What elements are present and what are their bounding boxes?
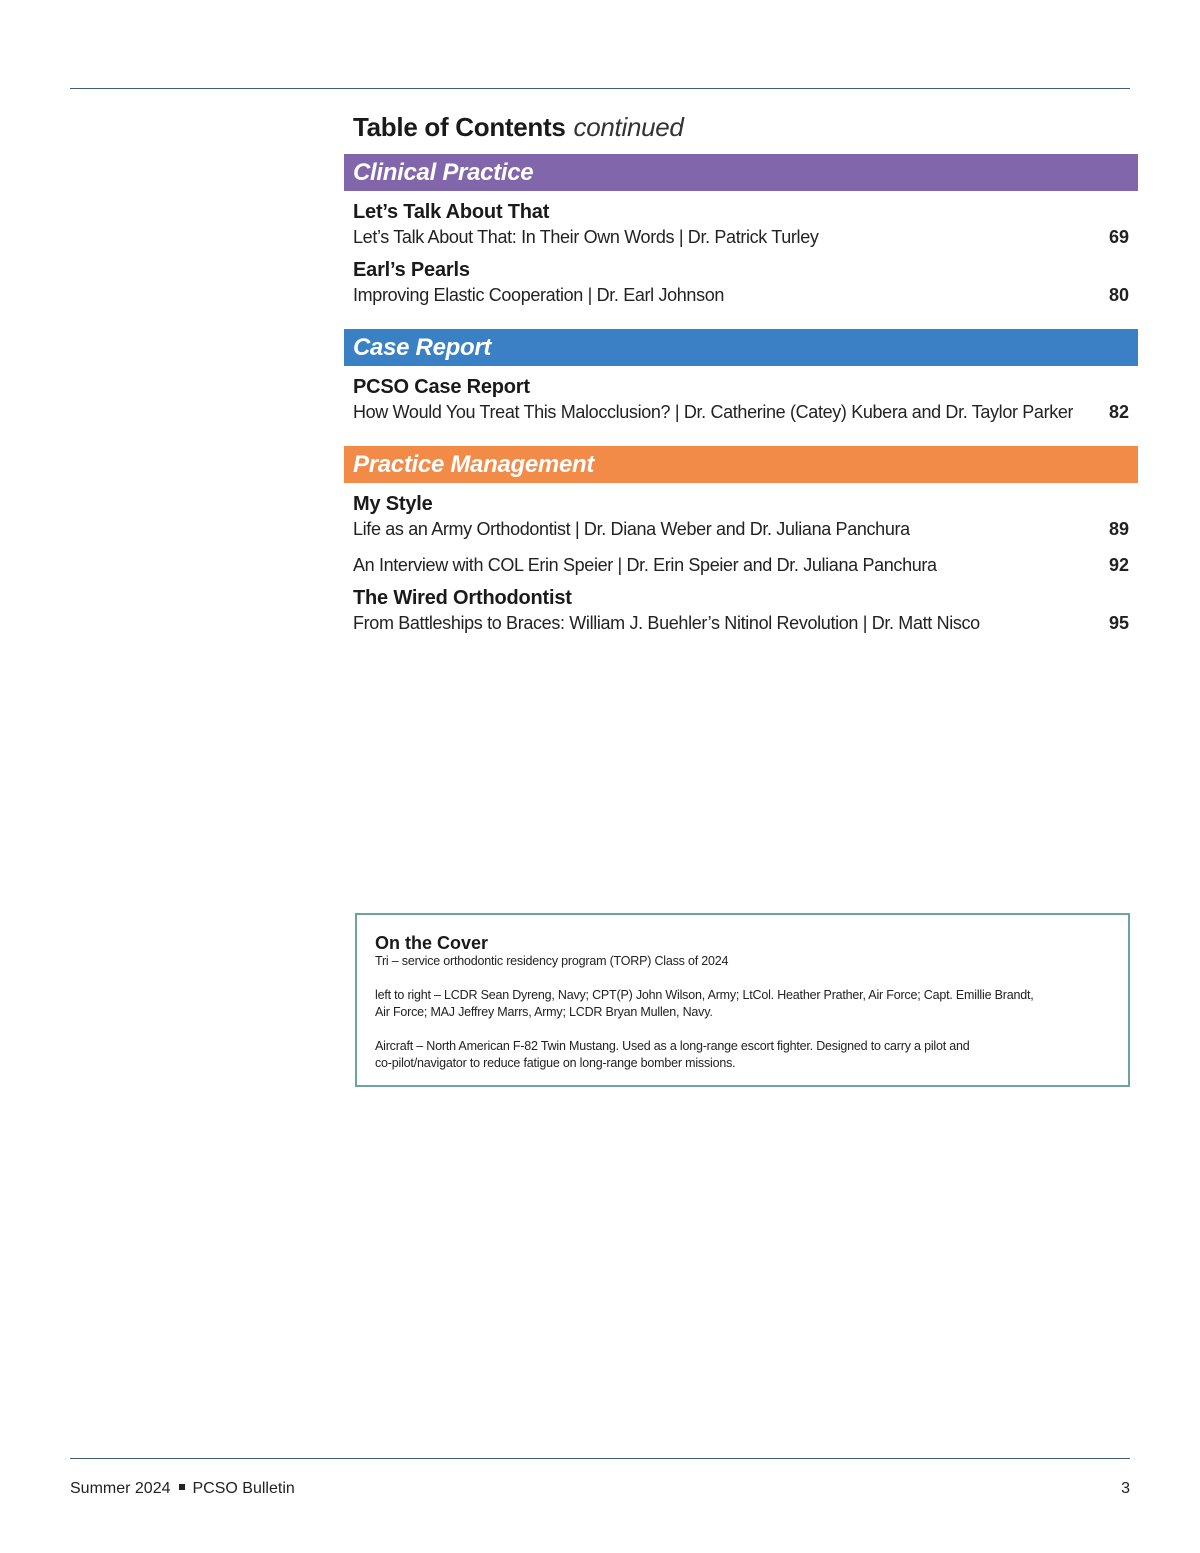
entry-page-number: 92 bbox=[1108, 555, 1129, 575]
bottom-rule bbox=[70, 1458, 1130, 1459]
section-bar-case-report: Case Report bbox=[344, 329, 1138, 366]
toc-entry[interactable] bbox=[353, 400, 1129, 424]
page-title-suffix: continued bbox=[573, 112, 684, 142]
toc-entry[interactable] bbox=[353, 283, 1129, 307]
page-title-text: Table of Contents bbox=[353, 112, 566, 142]
footer-issue: Summer 2024 bbox=[70, 1480, 171, 1497]
entry-text: Let’s Talk About That: In Their Own Words | Dr. Patrick Turley bbox=[353, 227, 819, 247]
top-rule bbox=[70, 88, 1130, 89]
group-title: Earl’s Pearls bbox=[353, 259, 470, 281]
toc-entry[interactable] bbox=[353, 517, 1129, 541]
section-bar-clinical-practice: Clinical Practice bbox=[344, 154, 1138, 191]
toc-group bbox=[344, 483, 1138, 577]
entry-page-number: 80 bbox=[1108, 285, 1129, 305]
toc-entry[interactable] bbox=[353, 553, 1129, 577]
cover-caption-line: Aircraft – North American F-82 Twin Mustang. Used as a long-range escort fighter. Designed to carry a pilot and bbox=[375, 1039, 970, 1053]
footer-page-number: 3 bbox=[1121, 1480, 1130, 1497]
toc-group bbox=[344, 366, 1138, 424]
toc-group bbox=[344, 577, 1138, 635]
cover-caption-line: co-pilot/navigator to reduce fatigue on long-range bomber missions. bbox=[375, 1056, 736, 1070]
group-title: PCSO Case Report bbox=[353, 376, 530, 398]
cover-caption-line: Tri – service orthodontic residency program (TORP) Class of 2024 bbox=[375, 954, 729, 968]
entry-text: From Battleships to Braces: William J. Buehler’s Nitinol Revolution | Dr. Matt Nisco bbox=[353, 613, 980, 633]
toc-entry[interactable] bbox=[353, 225, 1129, 249]
cover-info-box bbox=[355, 913, 1130, 1087]
entry-text: Improving Elastic Cooperation | Dr. Earl Johnson bbox=[353, 285, 725, 305]
footer-issue-info bbox=[70, 1480, 295, 1498]
cover-title: On the Cover bbox=[375, 933, 489, 953]
toc-entry[interactable] bbox=[353, 611, 1129, 635]
entry-page-number: 95 bbox=[1108, 613, 1129, 633]
group-title: Let’s Talk About That bbox=[353, 201, 550, 223]
toc-group bbox=[344, 191, 1138, 249]
entry-page-number: 69 bbox=[1108, 227, 1129, 247]
cover-caption-line: Air Force; MAJ Jeffrey Marrs, Army; LCDR Bryan Mullen, Navy. bbox=[375, 1005, 713, 1019]
table-of-contents bbox=[344, 112, 1138, 635]
group-title: My Style bbox=[353, 493, 433, 515]
entry-page-number: 89 bbox=[1108, 519, 1129, 539]
entry-text: How Would You Treat This Malocclusion? | Dr. Catherine (Catey) Kubera and Dr. Taylor Parker bbox=[353, 402, 1074, 422]
entry-page-number: 82 bbox=[1108, 402, 1129, 422]
footer-publication: PCSO Bulletin bbox=[192, 1480, 295, 1497]
cover-caption-line: left to right – LCDR Sean Dyreng, Navy; CPT(P) John Wilson, Army; LtCol. Heather Prather, Air Force; Capt. Emillie Brandt, bbox=[375, 988, 1034, 1002]
group-title: The Wired Orthodontist bbox=[353, 587, 572, 609]
entry-text: Life as an Army Orthodontist | Dr. Diana Weber and Dr. Juliana Panchura bbox=[353, 519, 910, 539]
square-bullet-icon bbox=[179, 1484, 185, 1490]
entry-text: An Interview with COL Erin Speier | Dr. Erin Speier and Dr. Juliana Panchura bbox=[353, 555, 937, 575]
toc-group bbox=[344, 249, 1138, 307]
page-title bbox=[353, 112, 1138, 154]
section-bar-practice-management: Practice Management bbox=[344, 446, 1138, 483]
